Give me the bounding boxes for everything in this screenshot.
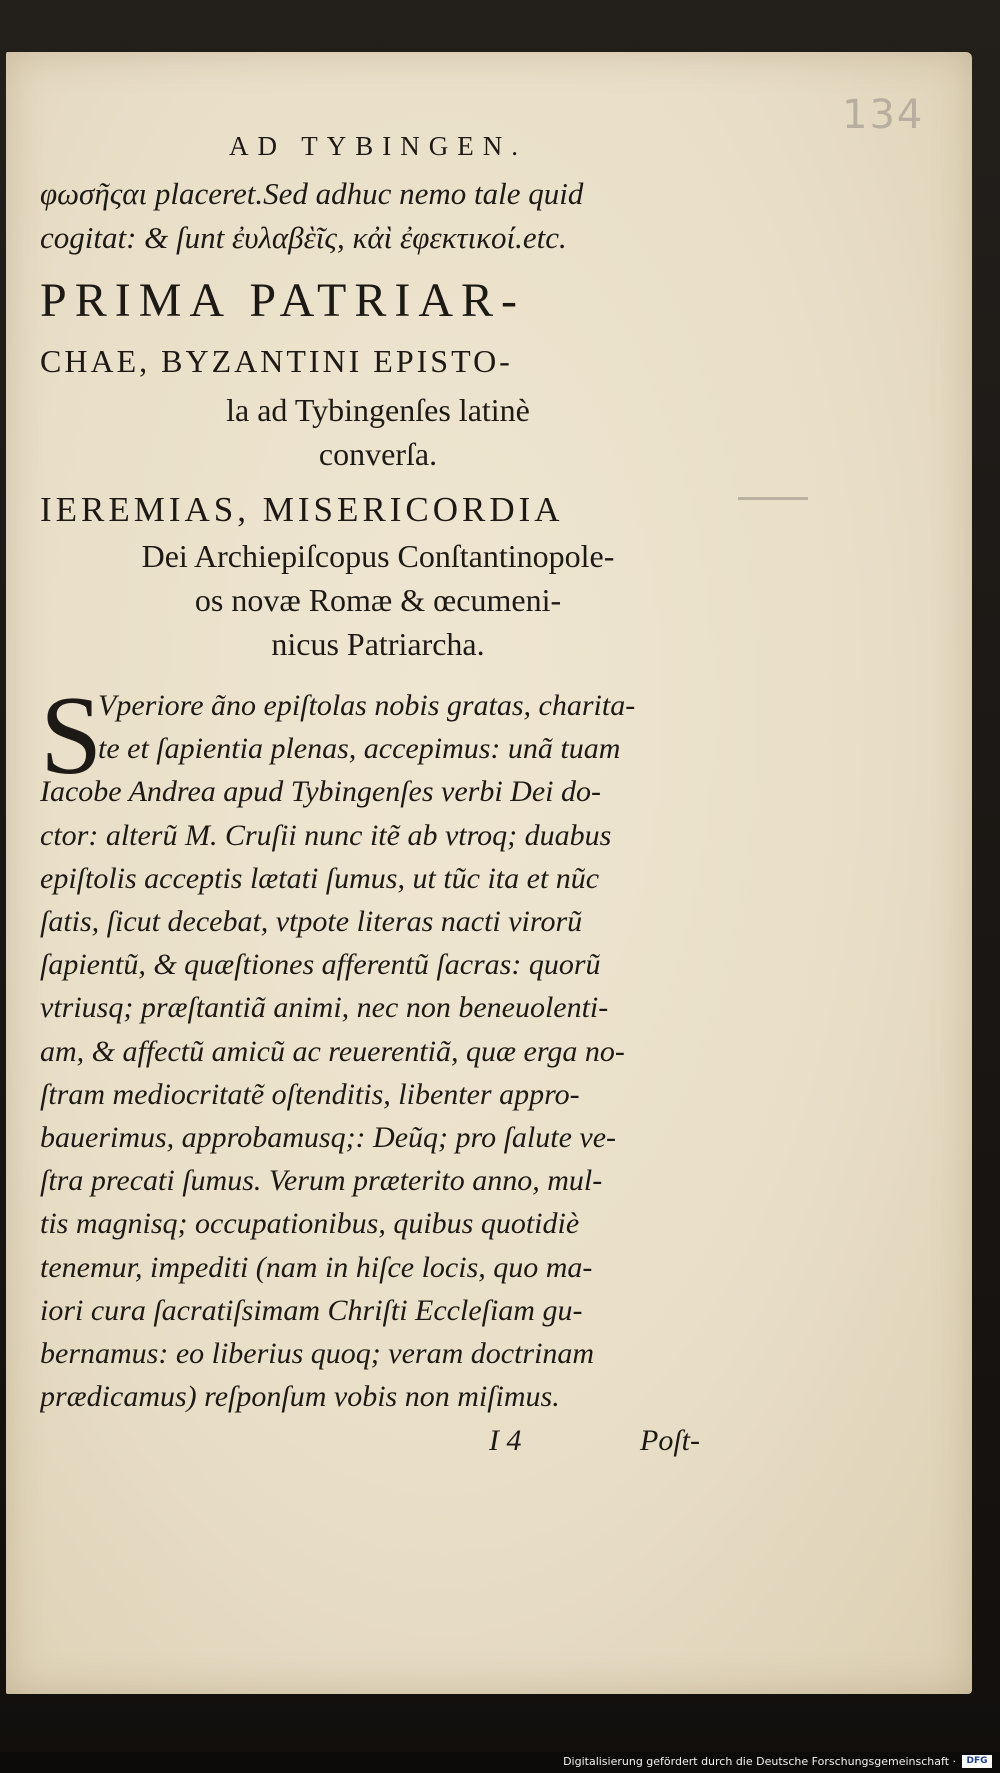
intro-line-1: φωσῆςαι placeret.Sed adhuc nemo tale quid — [40, 176, 584, 211]
body-line-9: am, & affectũ amicũ ac reuerentiã, quæ erga no- — [40, 1034, 625, 1068]
body-line-16: bernamus: eo liberius quoq; veram doctrinam — [40, 1337, 595, 1371]
body-line-17: prædicamus) reſponſum vobis non miſimus. — [40, 1380, 560, 1414]
title-line-1: PRIMA PATRIAR- — [40, 274, 526, 327]
body-line-11: bauerimus, approbamusq;: Deũq; pro ſalute ve- — [40, 1121, 617, 1155]
body-line-12: ſtra precati ſumus. Verum præterito anno, mul- — [40, 1164, 603, 1198]
intro-line-2: cogitat: & ſunt ἐυλαβὲῖς, κἀὶ ἐφεκτικοί.etc. — [40, 220, 567, 255]
margin-mark — [738, 497, 808, 500]
body-line-15: iori cura ſacratiſsimam Chriſti Eccleſiam gu- — [40, 1293, 583, 1327]
funding-bar — [0, 1752, 1000, 1773]
body-line-3: Iacobe Andrea apud Tybingenſes verbi Dei do- — [40, 775, 601, 809]
page-footer-row — [40, 1424, 716, 1470]
title-line-2: CHAE, BYZANTINI EPISTO- — [40, 343, 513, 379]
body-line-6: ſatis, ſicut decebat, vtpote literas nacti virorũ — [40, 905, 583, 939]
body-line-8: vtriusq; præſtantiã animi, nec non beneuolenti- — [40, 991, 609, 1025]
signature-mark: I 4 — [489, 1424, 522, 1458]
title-line-3: la ad Tybingenſes latinè — [226, 392, 530, 428]
addressee-line-4: nicus Patriarcha. — [271, 626, 485, 662]
addressee-block — [40, 486, 716, 666]
addressee-line-3: os novæ Romæ & œcumeni- — [194, 582, 562, 618]
dropcap-initial: S — [40, 674, 103, 798]
body-line-7: ſapientũ, & quæſtiones afferentũ ſacras: quorũ — [40, 948, 601, 982]
funding-text: Digitalisierung gefördert durch die Deutsche Forschungsgemeinschaft · — [563, 1755, 956, 1768]
catchword: Poſt- — [640, 1424, 700, 1458]
title-line-4: converſa. — [318, 436, 438, 472]
running-head: AD TYBINGEN. — [229, 131, 527, 161]
addressee-line-2: Dei Archiepiſcopus Conſtantinopole- — [141, 538, 615, 574]
page-text-block — [40, 128, 716, 1470]
body-line-4: ctor: alterũ M. Cruſii nunc itẽ ab vtroq; duabus — [40, 818, 612, 852]
body-line-5: epiſtolis acceptis lætati ſumus, ut tũc ita et nũc — [40, 861, 600, 895]
body-line-1: Vperiore ãno epiſtolas nobis gratas, charita- — [98, 689, 636, 722]
body-line-14: tenemur, impediti (nam in hiſce locis, quo ma- — [40, 1250, 593, 1284]
letter-body — [40, 674, 716, 1418]
dfg-logo-icon: DFG — [962, 1755, 992, 1768]
letter-title — [40, 268, 716, 476]
body-line-10: ſtram mediocritatẽ oſtenditis, libenter appro- — [40, 1077, 580, 1111]
folio-number: 134 — [842, 92, 925, 138]
addressee-line-1: IEREMIAS, MISERICORDIA — [40, 490, 564, 529]
body-line-2: te et ſapientia plenas, accepimus: unã tuam — [98, 732, 621, 766]
body-line-13: tis magnisq; occupationibus, quibus quotidiè — [40, 1207, 580, 1241]
